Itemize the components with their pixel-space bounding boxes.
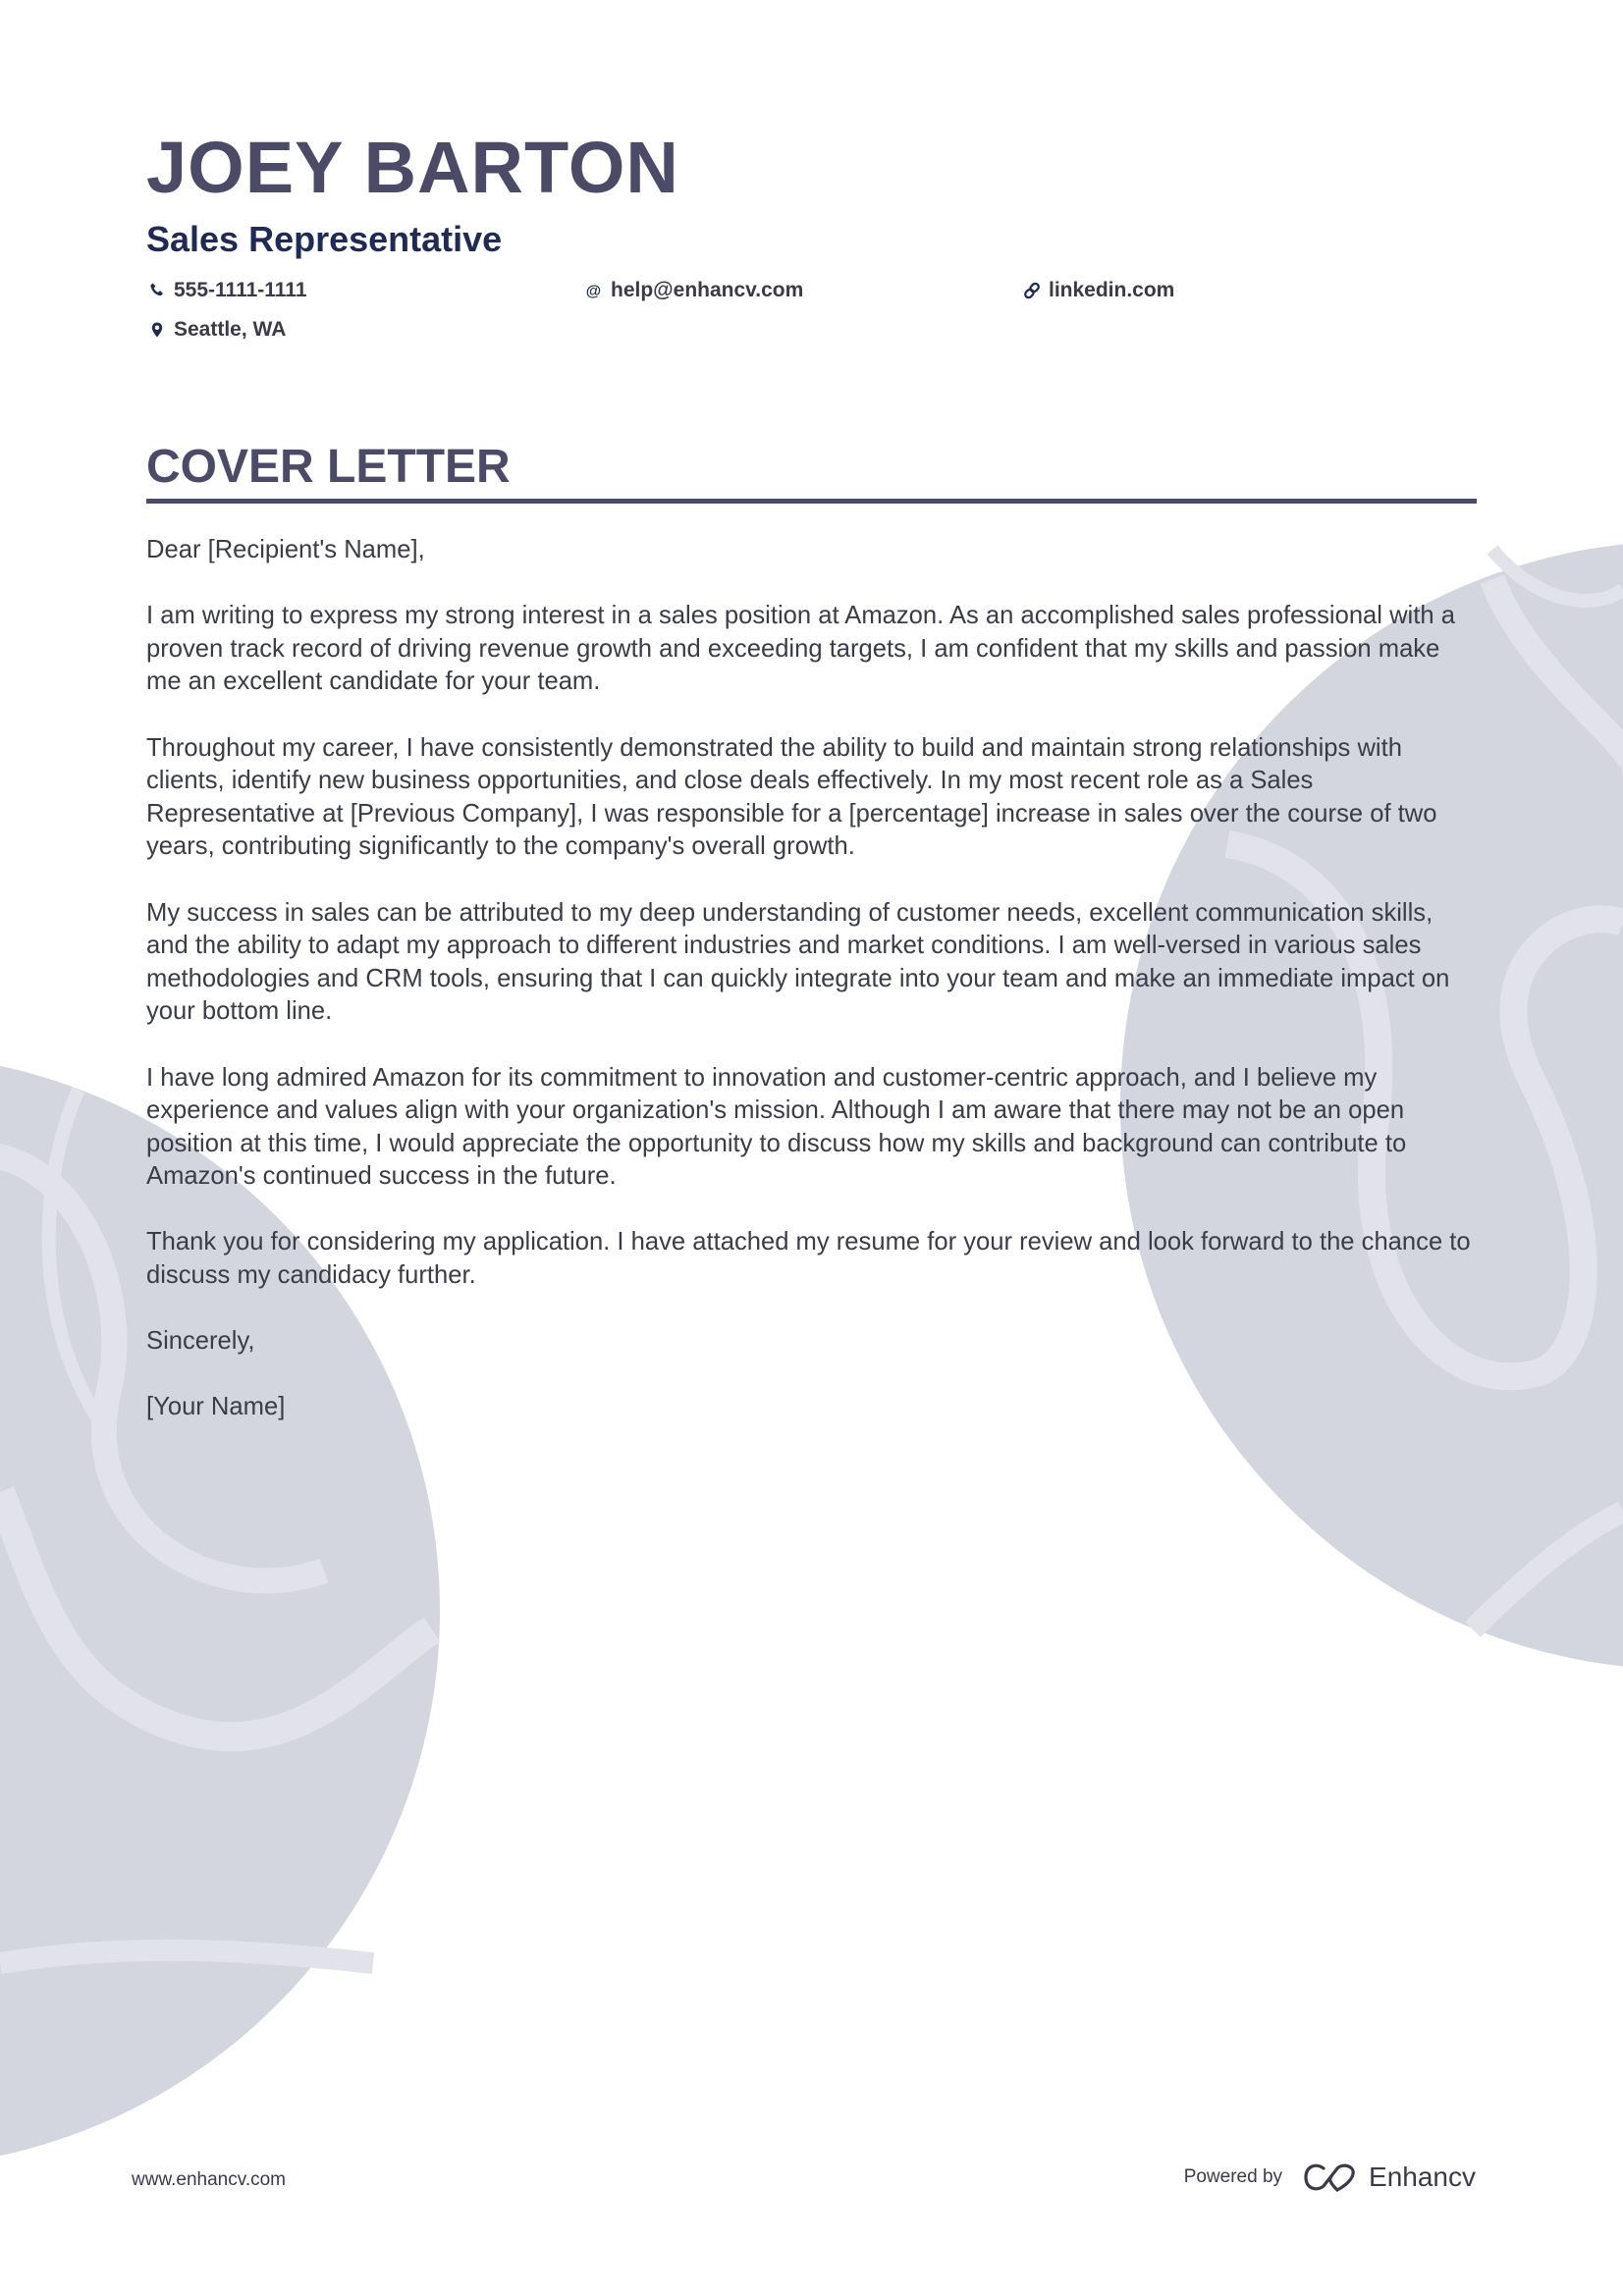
section-divider: [146, 499, 1477, 504]
contact-phone: [148, 279, 307, 302]
candidate-name: JOEY BARTON: [146, 127, 679, 208]
paragraph: Throughout my career, I have consistently demonstrated the ability to build and maintain strong relationships with clients, identify new business opportunities, and close deals effectively. In my most recent role as a Sales Representative at [Previous Company], I was responsible for a [percentage] increase in sales over the course of two years, contributing significantly to the company's overall growth.: [146, 733, 1437, 861]
email-text: help@enhancv.com: [611, 279, 804, 301]
enhancv-logo[interactable]: [1304, 2162, 1476, 2193]
footer-branding: [1184, 2162, 1476, 2193]
contact-location: [148, 318, 286, 342]
phone-icon: [148, 282, 166, 299]
location-pin-icon: [148, 321, 166, 339]
at-icon: [585, 282, 603, 299]
powered-by-label: Powered by: [1183, 2166, 1283, 2187]
signature: [Your Name]: [146, 1393, 286, 1421]
link-icon: [1023, 282, 1041, 299]
letter-body: [146, 534, 1477, 1458]
contact-link[interactable]: [1023, 279, 1174, 302]
contact-email[interactable]: [585, 279, 803, 302]
closing: Sincerely,: [146, 1327, 255, 1356]
salutation: Dear [Recipient's Name],: [146, 536, 425, 563]
brand-name: Enhancv: [1369, 2162, 1476, 2192]
svg-text:@: @: [585, 283, 602, 299]
paragraph: I am writing to express my strong interest in a sales position at Amazon. As an accomplished sales professional with a proven track record of driving revenue growth and exceeding targets, I am confident that my skills and passion make me an excellent candidate for your team.: [146, 602, 1455, 696]
location-text: Seattle, WA: [174, 318, 287, 341]
phone-text: 555-1111-1111: [174, 279, 307, 301]
paragraph: My success in sales can be attributed to my deep understanding of customer needs, excellent communication skills, and the ability to adapt my approach to different industries and market conditions. I am well-versed in various sales methodologies and CRM tools, ensuring that I can quickly integrate into your team and make an immediate impact on your bottom line.: [146, 898, 1450, 1026]
section-title: COVER LETTER: [146, 441, 511, 493]
job-title: Sales Representative: [146, 219, 503, 259]
link-text: linkedin.com: [1049, 279, 1175, 301]
enhancv-logo-icon: [1304, 2163, 1357, 2192]
paragraph: I have long admired Amazon for its commitment to innovation and customer-centric approach, and I believe my experience and values align with your organization's mission. Although I am aware that there may not be an open position at this time, I would appreciate the opportunity to discuss how my skills and background can contribute to Amazon's continued success in the future.: [146, 1063, 1407, 1191]
footer-website[interactable]: www.enhancv.com: [132, 2169, 286, 2190]
paragraph: Thank you for considering my application. I have attached my resume for your review and look forward to the chance to discuss my candidacy further.: [146, 1228, 1471, 1290]
